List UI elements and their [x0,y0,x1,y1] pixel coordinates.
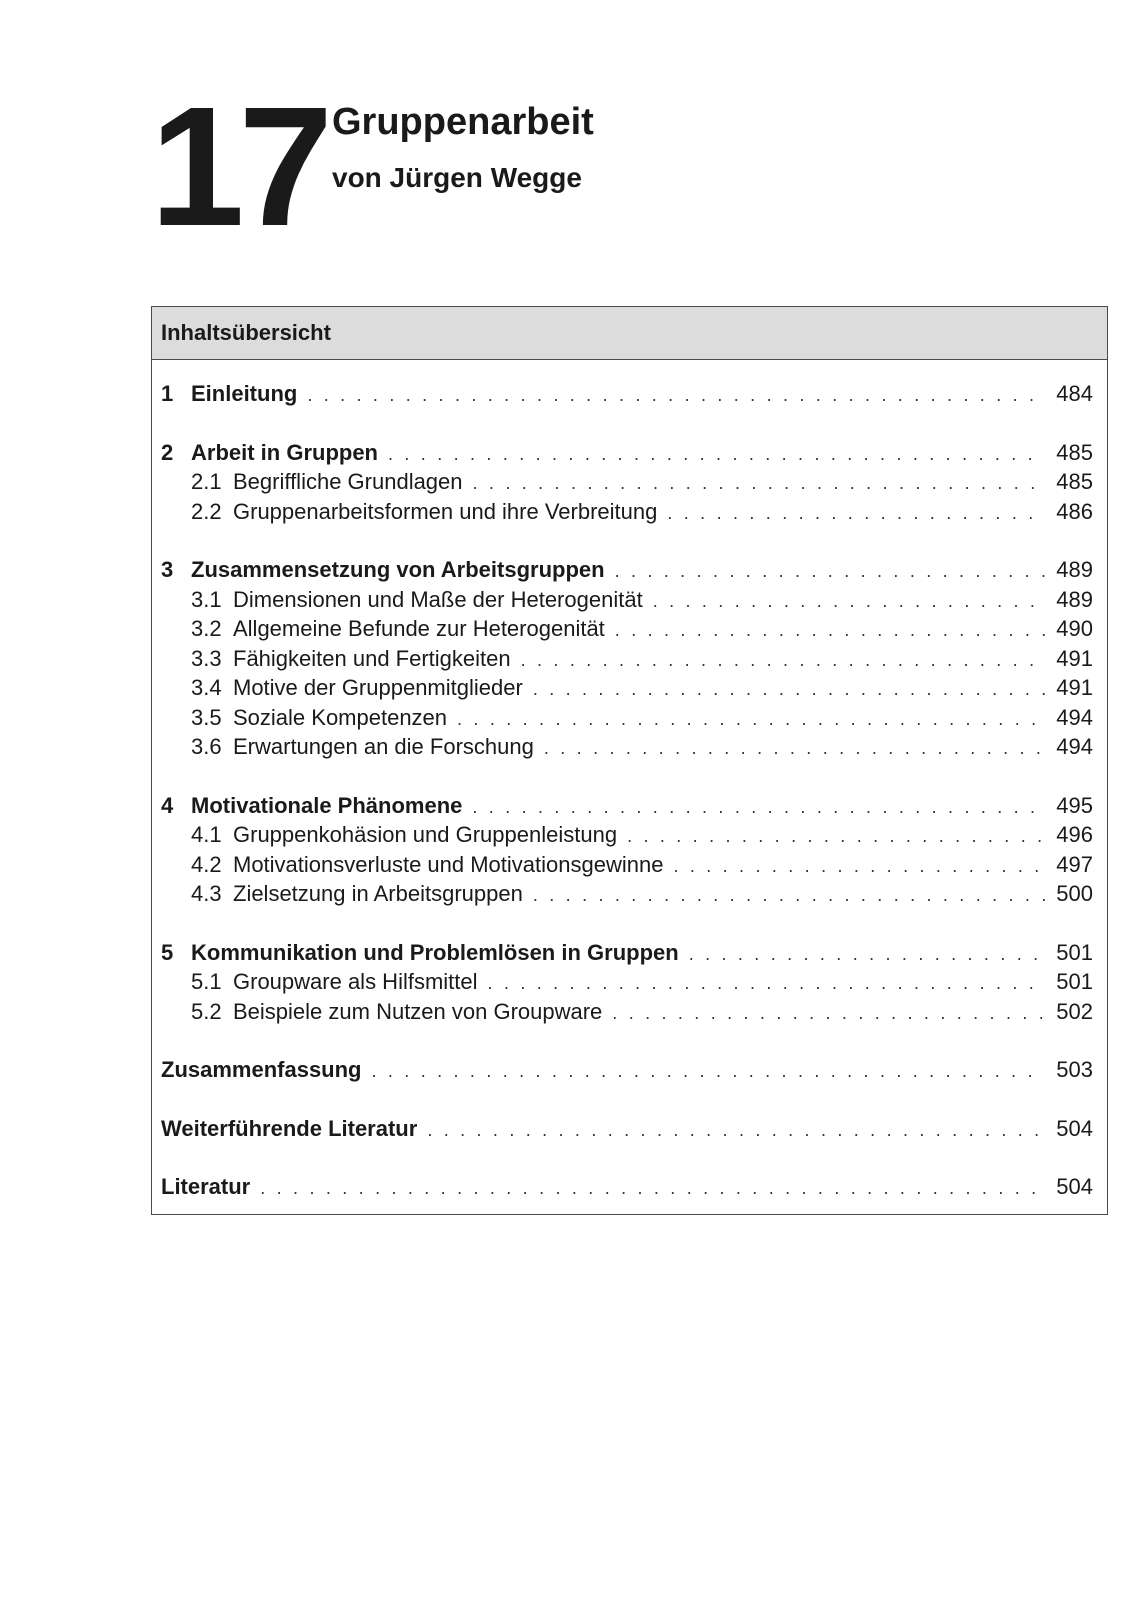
toc-page-number: 491 [1056,675,1093,700]
toc-entry-label [161,1114,417,1144]
toc-dot-leader [307,381,1045,411]
toc-page-number: 485 [1056,439,1093,465]
toc-subentry[interactable] [161,967,1093,997]
toc-entry-title: Beispiele zum Nutzen von Groupware [233,998,603,1024]
toc-page-number: 495 [1056,792,1093,818]
toc-subentry[interactable] [161,614,1093,644]
toc-entry-label [191,673,523,703]
toc-page-number: 489 [1056,557,1093,582]
toc-page-number: 491 [1056,645,1093,671]
toc-subentry[interactable] [161,820,1093,850]
toc-dot-leader [612,999,1045,1029]
toc-page-number: 494 [1056,734,1093,759]
toc-heading [152,307,1107,360]
toc-entry-label [191,703,447,733]
toc-entry-title: Literatur [161,1174,251,1199]
toc-entry-number: 1 [161,381,174,406]
toc-entry-label [191,497,657,527]
toc-page-number: 496 [1056,822,1093,847]
toc-entry-number: 4.2 [191,851,222,877]
table-of-contents [151,306,1108,1215]
toc-page-number: 497 [1056,851,1093,877]
toc-entry-label [161,938,679,968]
toc-group [161,938,1093,1027]
toc-dot-leader [427,1116,1045,1146]
toc-entry-label [191,967,478,997]
toc-entry-title: Kommunikation und Problemlösen in Gruppen [191,939,679,965]
toc-entry-label [191,850,663,880]
toc-entry-number: 3.1 [191,586,222,612]
toc-group [161,438,1093,527]
toc-list [152,360,1107,1202]
toc-page-number: 501 [1056,939,1093,965]
toc-subentry[interactable] [161,850,1093,880]
toc-entry[interactable] [161,379,1093,409]
toc-entry-title: Dimensionen und Maße der Heterogenität [233,586,643,612]
toc-entry-number: 3.6 [191,734,222,759]
toc-entry[interactable] [161,1172,1093,1202]
toc-page-number: 504 [1056,1115,1093,1141]
toc-entry-title: Arbeit in Gruppen [191,439,378,465]
toc-entry-label [191,585,643,615]
toc-entry-number: 4.1 [191,822,222,847]
toc-entry-label [161,791,462,821]
toc-entry-label [191,997,602,1027]
toc-entry[interactable] [161,1114,1093,1144]
toc-entry-number: 3 [161,557,174,582]
toc-page-number: 489 [1056,586,1093,612]
toc-dot-leader [260,1174,1045,1204]
toc-entry-number: 4.3 [191,881,222,906]
toc-entry-number: 2.1 [191,469,222,494]
toc-dot-leader [544,734,1045,764]
toc-subentry[interactable] [161,673,1093,703]
toc-page-number: 502 [1056,998,1093,1024]
toc-subentry[interactable] [161,585,1093,615]
toc-group [161,1172,1093,1202]
toc-group [161,1055,1093,1085]
toc-entry-title: Allgemeine Befunde zur Heterogenität [233,616,605,641]
toc-entry-label [191,820,617,850]
toc-subentry[interactable] [161,732,1093,762]
toc-dot-leader [533,881,1045,911]
toc-dot-leader [473,469,1045,499]
toc-entry[interactable] [161,938,1093,968]
toc-group [161,1114,1093,1144]
toc-subentry[interactable] [161,997,1093,1027]
toc-dot-leader [653,587,1045,617]
toc-entry-number: 2 [161,439,174,465]
toc-entry-title: Zusammenfassung [161,1057,362,1082]
toc-entry[interactable] [161,555,1093,585]
toc-entry-title: Zielsetzung in Arbeitsgruppen [233,881,523,906]
toc-heading-text: Inhaltsübersicht [161,320,331,345]
toc-entry-number: 5.1 [191,969,222,994]
toc-entry-number: 5.2 [191,998,222,1024]
toc-entry-title: Einleitung [191,381,298,406]
toc-entry-number: 3.4 [191,675,222,700]
toc-page-number: 494 [1056,704,1093,730]
toc-page-number: 486 [1056,498,1093,524]
toc-entry-number: 2.2 [191,498,222,524]
toc-dot-leader [388,440,1045,470]
toc-page-number: 504 [1056,1174,1093,1199]
toc-entry-label [191,614,605,644]
toc-entry-title: Groupware als Hilfsmittel [233,969,478,994]
chapter-number: 17 [150,72,328,262]
toc-entry-title: Zusammensetzung von Arbeitsgruppen [191,557,605,582]
toc-entry-label [191,732,534,762]
toc-page-number: 501 [1056,969,1093,994]
toc-dot-leader [521,646,1045,676]
toc-page-number: 500 [1056,881,1093,906]
toc-entry-title: Gruppenkohäsion und Gruppenleistung [233,822,618,847]
toc-subentry[interactable] [161,879,1093,909]
toc-entry-number: 3.3 [191,645,222,671]
toc-entry[interactable] [161,1055,1093,1085]
toc-entry-title: Soziale Kompetenzen [233,704,448,730]
toc-subentry[interactable] [161,467,1093,497]
toc-entry-title: Motive der Gruppenmitglieder [233,675,523,700]
toc-entry-number: 5 [161,939,174,965]
toc-page-number: 490 [1056,616,1093,641]
toc-entry-label [161,379,297,409]
toc-entry-number: 4 [161,792,174,818]
toc-entry-label [161,1172,250,1202]
toc-entry-title: Fähigkeiten und Fertigkeiten [233,645,511,671]
toc-dot-leader [689,940,1045,970]
toc-entry-number: 3.5 [191,704,222,730]
toc-dot-leader [667,499,1045,529]
toc-entry-label [191,879,523,909]
toc-entry-number: 3.2 [191,616,222,641]
toc-dot-leader [615,557,1045,587]
toc-entry-title: Motivationsverluste und Motivationsgewinne [233,851,664,877]
toc-entry[interactable] [161,438,1093,468]
toc-entry-title: Begriffliche Grundlagen [233,469,463,494]
toc-dot-leader [615,616,1045,646]
toc-subentry[interactable] [161,644,1093,674]
toc-page-number: 503 [1056,1057,1093,1082]
toc-subentry[interactable] [161,497,1093,527]
toc-entry-label [191,467,463,497]
toc-group [161,791,1093,909]
toc-dot-leader [372,1057,1046,1087]
toc-subentry[interactable] [161,703,1093,733]
toc-dot-leader [627,822,1045,852]
toc-page-number: 485 [1056,469,1093,494]
toc-dot-leader [472,793,1045,823]
toc-entry-label [191,644,511,674]
toc-dot-leader [488,969,1045,999]
toc-entry-title: Gruppenarbeitsformen und ihre Verbreitung [233,498,658,524]
toc-group [161,555,1093,762]
toc-group [161,379,1093,409]
toc-entry-label [161,438,378,468]
toc-dot-leader [673,852,1045,882]
toc-dot-leader [457,705,1045,735]
chapter-author: von Jürgen Wegge [332,162,582,193]
toc-entry-title: Weiterführende Literatur [161,1115,418,1141]
toc-entry-label [161,1055,362,1085]
chapter-title: Gruppenarbeit [332,101,594,143]
toc-page-number: 484 [1056,381,1093,406]
toc-entry-title: Motivationale Phänomene [191,792,463,818]
toc-entry-title: Erwartungen an die Forschung [233,734,534,759]
toc-entry-label [161,555,605,585]
toc-entry[interactable] [161,791,1093,821]
toc-dot-leader [533,675,1045,705]
